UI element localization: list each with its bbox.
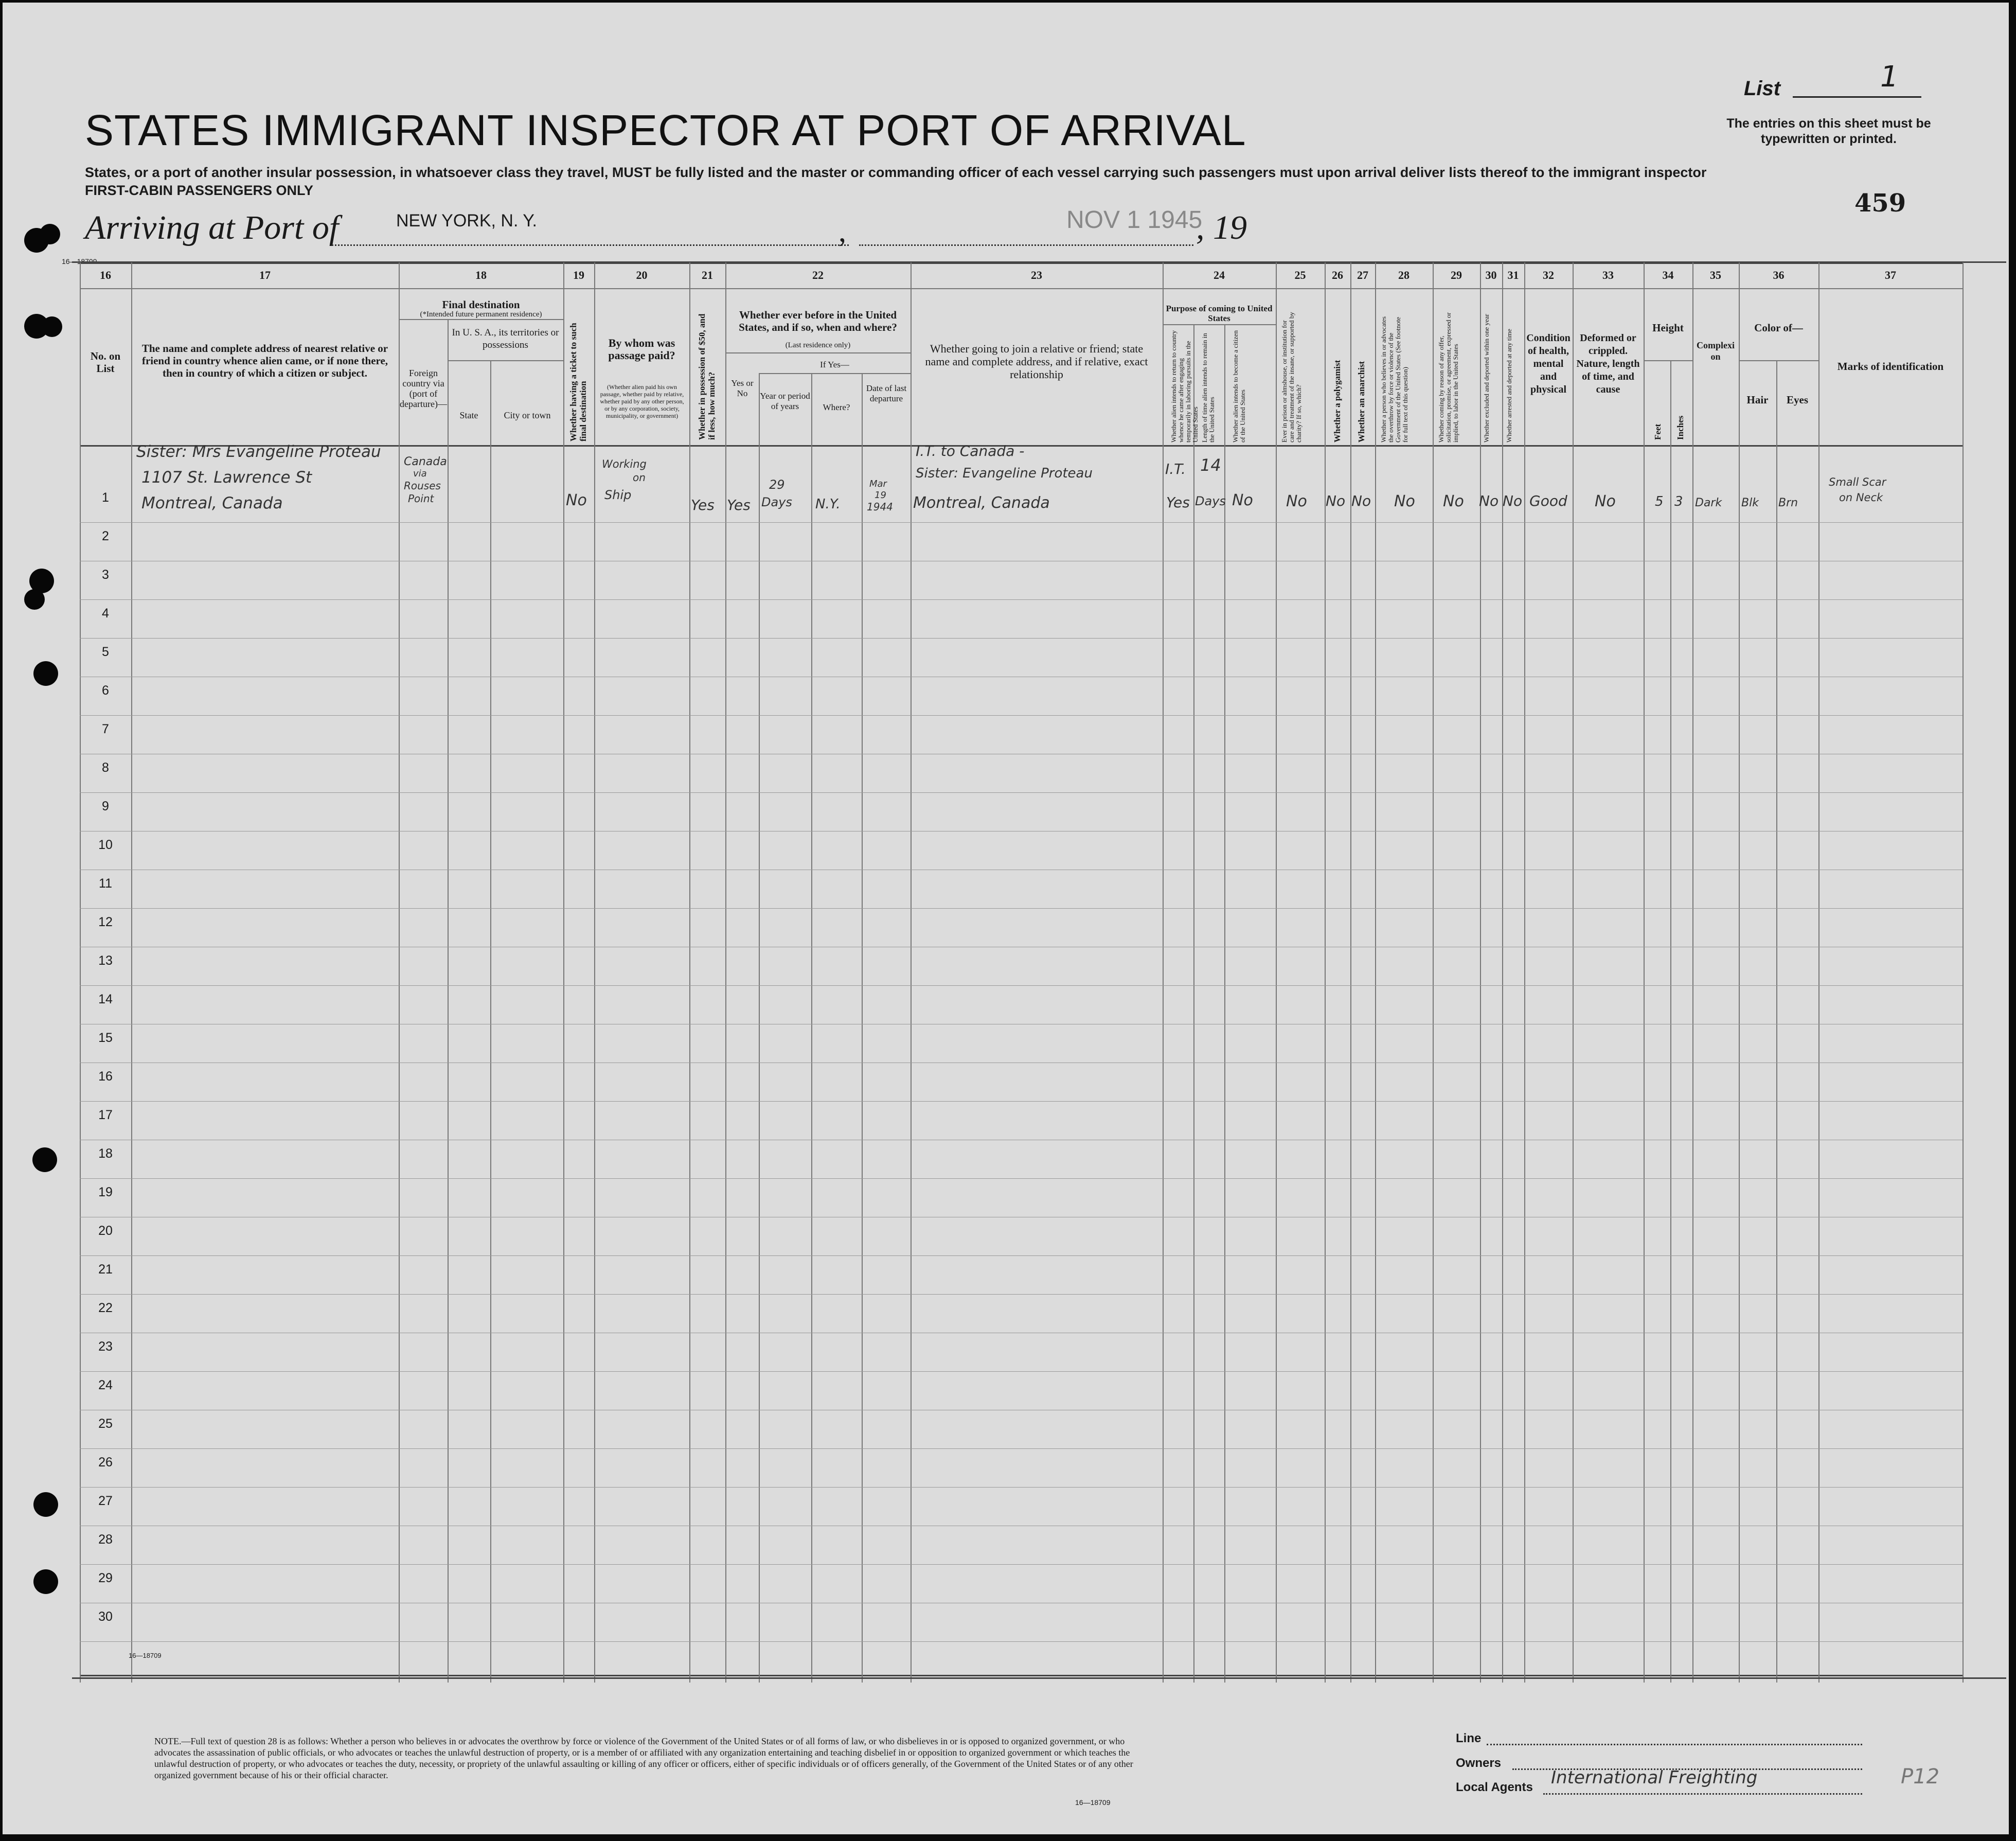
purpose-return-2: Yes <box>1166 494 1190 511</box>
header-no-on-list: No. on List <box>90 350 121 375</box>
header-passage-note: (Whether alien paid his own passage, whether paid by relative, whether paid by any other person, or by any corporation, society, municipality, or government) <box>600 383 684 419</box>
comma: , <box>838 214 846 248</box>
polygamist-value: No <box>1326 492 1346 509</box>
row-separator <box>80 1101 1963 1102</box>
departure-1: Mar <box>869 479 887 489</box>
anarchist-value: No <box>1351 492 1371 509</box>
manifest-sheet <box>3 3 2009 1834</box>
row-separator <box>80 715 1963 716</box>
column-number: 28 <box>1398 269 1410 281</box>
row-separator <box>80 1487 1963 1488</box>
row-number: 25 <box>98 1417 113 1431</box>
footnote: NOTE.—Full text of question 28 is as follows: Whether a person who believes in or advocates the overthrow by force or violence of the Government of the United States or of all forms of law, or who disbelieves in or is opposed to organized government, or who advocates the assassination of public officials, or who advocates or teaches the unlawful destruction of property, or is a member of or affiliated with any organization entertaining and teaching disbelief in or opposition to organized government or which teaches the unlawful destruction of property, or who advocates or teaches the duty, necessity, or propriety of the unlawful assaulting or killing of any officer or officers, either of specific individuals or of officers generally, of the Government of the United States or of any other organized government because of his or their official character. <box>154 1736 1133 1780</box>
row-separator <box>80 908 1963 909</box>
row-number: 17 <box>98 1108 113 1122</box>
row-number: 28 <box>98 1532 113 1547</box>
row-number: 15 <box>98 1031 113 1045</box>
entries-note: The entries on this sheet must be typewritten or printed. <box>1726 116 1931 146</box>
q29-value: No <box>1443 492 1464 510</box>
row-number: 21 <box>98 1262 113 1277</box>
departure-2: 19 <box>875 490 886 501</box>
column-number: 19 <box>573 269 584 281</box>
marks-1: Small Scar <box>1829 476 1886 488</box>
header-purpose-citizen: Whether alien intends to become a citizen of the United States <box>1232 330 1246 442</box>
column-number: 24 <box>1214 269 1225 281</box>
punch-hole <box>40 224 60 244</box>
relative-line-1: Sister: Mrs Evangeline Proteau <box>136 442 381 461</box>
row-separator <box>80 792 1963 793</box>
header-before-in-us: Whether ever before in the United States, and if so, when and where? <box>739 309 897 333</box>
relative-line-3: Montreal, Canada <box>141 494 283 512</box>
column-number: 35 <box>1710 269 1721 281</box>
column-number: 17 <box>259 269 271 281</box>
passage-3: Ship <box>604 488 632 502</box>
q30-value: No <box>1479 492 1499 509</box>
arriving-label: Arriving at Port of <box>85 209 339 246</box>
row-number: 19 <box>98 1185 113 1199</box>
header-ticket: Whether having a ticket to such final destination <box>568 323 588 441</box>
header-marks: Marks of identification <box>1837 360 1944 373</box>
header-possession-50: Whether in possession of $50, and if less, how much? <box>697 313 717 440</box>
header-in-usa: In U. S. A., its territories or possessions <box>452 327 559 350</box>
header-polygamist: Whether a polygamist <box>1332 360 1342 442</box>
column-number: 26 <box>1332 269 1343 281</box>
foreign-country-1: Canada <box>404 455 447 468</box>
row-number: 1 <box>102 490 109 505</box>
cabin-class: FIRST-CABIN PASSENGERS ONLY <box>85 183 314 198</box>
eyes-value: Brn <box>1778 497 1798 509</box>
local-agents-label: Local Agents <box>1456 1780 1533 1794</box>
column-number: 23 <box>1031 269 1042 281</box>
header-year-period: Year or period of years <box>760 391 810 411</box>
column-number: 16 <box>100 269 111 281</box>
header-color-of: Color of— <box>1754 322 1803 334</box>
header-q31: Whether arrested and deported at any time <box>1505 329 1513 442</box>
join-3: Montreal, Canada <box>913 494 1050 512</box>
where-value: N.Y. <box>815 497 841 512</box>
feet-value: 5 <box>1655 494 1664 509</box>
column-number: 20 <box>636 269 648 281</box>
header-condition: Condition of health, mental and physical <box>1526 332 1571 395</box>
purpose-length-1: 14 <box>1200 455 1221 475</box>
row-number: 22 <box>98 1301 113 1315</box>
header-q28: Whether a person who believes in or advocates the overthrow by force or violence of the Government of the United States (See footnote for full text of this question) <box>1380 316 1409 442</box>
punch-hole <box>24 589 45 610</box>
before-yes-value: Yes <box>727 497 751 514</box>
prison-value: No <box>1286 492 1307 510</box>
column-number: 33 <box>1602 269 1614 281</box>
page-title: STATES IMMIGRANT INSPECTOR AT PORT OF ARRIVAL <box>85 106 1246 154</box>
column-number: 34 <box>1662 269 1674 281</box>
foreign-country-4: Point <box>408 492 434 505</box>
column-number: 27 <box>1357 269 1368 281</box>
row-number: 18 <box>98 1146 113 1161</box>
passage-2: on <box>633 471 646 484</box>
row-number: 16 <box>98 1069 113 1084</box>
row-separator <box>80 1641 1963 1642</box>
year-suffix: , 19 <box>1196 209 1247 246</box>
header-last-residence: (Last residence only) <box>785 341 851 349</box>
row-number: 12 <box>98 915 113 929</box>
header-purpose-return: Whether alien intends to return to country whence he came after engaging temporarily in laboring pursuits in the United States <box>1170 330 1199 442</box>
header-passage-paid: By whom was passage paid? <box>608 337 675 362</box>
header-inches: Inches <box>1675 415 1685 440</box>
purpose-return-1: I.T. <box>1165 461 1186 477</box>
column-number: 25 <box>1294 269 1306 281</box>
row-number: 10 <box>98 838 113 852</box>
line-underline <box>1487 1744 1862 1745</box>
period-1: 29 <box>769 477 785 492</box>
row-number: 9 <box>102 799 109 813</box>
row-separator <box>80 985 1963 986</box>
port-value: NEW YORK, N. Y. <box>396 211 537 231</box>
deformed-value: No <box>1595 492 1616 510</box>
margin-mark: P12 <box>1901 1765 1940 1789</box>
marks-2: on Neck <box>1839 491 1883 504</box>
punch-hole <box>32 1147 57 1172</box>
q31-value: No <box>1503 492 1523 509</box>
header-q30: Whether excluded and deported within one year <box>1483 314 1490 442</box>
row-separator <box>80 1178 1963 1179</box>
column-number: 29 <box>1451 269 1462 281</box>
list-label: List <box>1744 77 1781 100</box>
condition-value: Good <box>1529 492 1567 509</box>
row-separator <box>80 1255 1963 1256</box>
form-code: 16—18709 <box>62 257 97 265</box>
header-feet: Feet <box>1653 423 1663 440</box>
row-number: 13 <box>98 953 113 968</box>
footnote-code: 16—18709 <box>1075 1798 1111 1807</box>
row-number: 27 <box>98 1494 113 1508</box>
table-form-code: 16—18709 <box>129 1652 162 1659</box>
header-join-relative: Whether going to join a relative or friend; state name and complete address, and if relative, exact relationship <box>925 342 1148 381</box>
date-stamp: NOV 1 1945 <box>1066 206 1203 234</box>
local-agents-value: International Freighting <box>1551 1767 1758 1788</box>
list-underline <box>1793 96 1921 98</box>
row-number: 29 <box>98 1571 113 1585</box>
column-number: 32 <box>1543 269 1554 281</box>
row-separator <box>80 1564 1963 1565</box>
header-purpose: Purpose of coming to United States <box>1166 304 1273 323</box>
row-number: 23 <box>98 1339 113 1354</box>
header-foreign-country: Foreign country via (port of departure)— <box>400 368 447 409</box>
column-number-rule <box>80 288 1963 289</box>
purpose-citizen-value: No <box>1232 491 1253 509</box>
row-number: 4 <box>102 606 109 621</box>
header-hair: Hair <box>1746 394 1769 406</box>
join-1: I.T. to Canada - <box>916 442 1025 459</box>
list-number: 1 <box>1880 60 1899 94</box>
header-date-last-departure: Date of last departure <box>866 383 907 403</box>
row-number: 3 <box>102 568 109 582</box>
hair-value: Blk <box>1741 497 1759 509</box>
passage-1: Working <box>602 458 647 470</box>
row-separator <box>80 599 1963 600</box>
foreign-country-3: Rouses <box>404 480 441 492</box>
header-q29: Whether coming by reason of any offer, solicitation, promise, or agreement, expressed or implied, to labor in the United States <box>1437 312 1459 442</box>
manifest-table <box>80 262 1963 1683</box>
foreign-country-2: via <box>413 468 427 479</box>
ticket-value: No <box>566 491 587 509</box>
punch-hole <box>33 661 58 686</box>
header-nearest-relative: The name and complete address of nearest relative or friend in country whence alien came, or if none there, then in country of which a citizen or subject. <box>141 342 388 379</box>
port-underline <box>332 244 849 246</box>
column-number: 22 <box>812 269 824 281</box>
header-final-destination-note: (*Intended future permanent residence) <box>420 310 542 318</box>
footer-rule <box>72 1677 2006 1679</box>
row-number: 11 <box>99 876 112 891</box>
row-number: 24 <box>98 1378 113 1392</box>
row-number: 8 <box>102 760 109 775</box>
row-number: 30 <box>98 1609 113 1624</box>
row-number: 2 <box>102 529 109 543</box>
row-number: 14 <box>98 992 113 1006</box>
intro-text: States, or a port of another insular possession, in whatsoever class they travel, MUST be fully listed and the master or commanding officer of each vessel carrying such passengers must upon arrival deliver lists thereof to the immigrant inspector <box>85 165 1707 180</box>
q28-value: No <box>1394 492 1415 510</box>
header-if-yes: If Yes— <box>820 360 849 369</box>
header-deformed: Deformed or crippled. Nature, length of time, and cause <box>1576 332 1640 395</box>
column-number: 30 <box>1485 269 1497 281</box>
header-yes-or-no: Yes or No <box>731 378 754 398</box>
date-underline <box>859 244 1193 246</box>
column-number: 21 <box>702 269 713 281</box>
punch-hole <box>42 316 62 337</box>
inches-value: 3 <box>1674 494 1683 509</box>
punch-hole <box>33 1492 58 1517</box>
header-where: Where? <box>823 402 850 412</box>
relative-line-2: 1107 St. Lawrence St <box>141 468 312 487</box>
column-number: 31 <box>1507 269 1519 281</box>
owners-label: Owners <box>1456 1756 1502 1770</box>
row-separator <box>80 1448 1963 1449</box>
row-number: 6 <box>102 683 109 698</box>
header-anarchist: Whether an anarchist <box>1357 361 1366 442</box>
join-2: Sister: Evangeline Proteau <box>916 466 1093 481</box>
complexion-value: Dark <box>1695 497 1722 509</box>
header-complexion: Complexion <box>1697 340 1735 362</box>
table-bottom-rule <box>80 1675 1963 1676</box>
column-number: 18 <box>475 269 487 281</box>
column-number: 37 <box>1885 269 1896 281</box>
row-separator <box>80 522 1963 523</box>
departure-3: 1944 <box>867 501 893 513</box>
table-top-rule <box>80 262 1963 264</box>
local-agents-underline <box>1543 1793 1862 1795</box>
column-number: 36 <box>1773 269 1785 281</box>
header-purpose-length: Length of time alien intends to remain in the United States <box>1201 333 1216 442</box>
period-2: Days <box>761 495 792 509</box>
purpose-length-2: Days <box>1195 494 1226 508</box>
header-state: State <box>459 410 478 420</box>
row-number: 7 <box>102 722 109 736</box>
line-label: Line <box>1456 1731 1482 1745</box>
row-separator <box>80 638 1963 639</box>
row-separator <box>80 1294 1963 1295</box>
header-final-destination: Final destination <box>442 298 520 311</box>
sheet-number: 459 <box>1854 189 1906 218</box>
header-eyes: Eyes <box>1787 394 1808 406</box>
row-number: 20 <box>98 1224 113 1238</box>
money-value: Yes <box>691 497 715 514</box>
row-separator <box>80 1371 1963 1372</box>
row-number: 26 <box>98 1455 113 1470</box>
punch-hole <box>33 1569 58 1594</box>
header-prison: Ever in prison or almshouse, or institution for care and treatment of the insane, or supported by charity? If so, which? <box>1280 312 1303 442</box>
row-number: 5 <box>102 645 109 659</box>
header-height: Height <box>1652 322 1684 334</box>
header-city: City or town <box>504 410 551 420</box>
